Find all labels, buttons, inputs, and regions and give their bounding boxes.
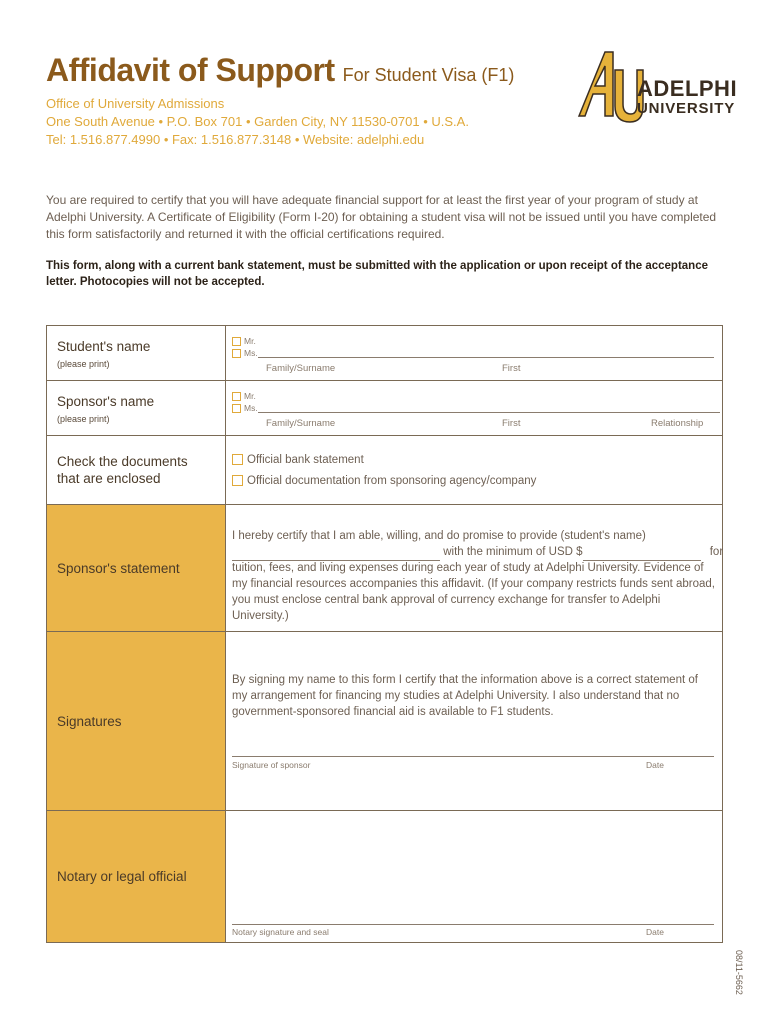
statement-line1: I hereby certify that I am able, willing, and do promise to provide (student's name) (232, 530, 646, 542)
form-code: 08/11-5662 (734, 950, 744, 995)
student-name-fields (226, 326, 722, 380)
statement-body: tuition, fees, and living expenses during each year of study at Adelphi University. Evidence of my financial resources accompanies this affidavit. (If your company restricts funds sent abroad, you must enclose central bank approval of currency exchange for transfer to Adelphi University.) (232, 562, 716, 622)
checkbox-icon[interactable] (232, 404, 241, 413)
logo-name-line2: UNIVERSITY (637, 100, 736, 117)
for-text: for (709, 546, 724, 558)
adelphi-logo (575, 48, 750, 128)
notary-label: Notary or legal official (57, 869, 187, 884)
sponsor-signature-label: Signature of sponsor (232, 760, 311, 770)
student-name-label: Student's name (57, 339, 151, 354)
student-name-row (47, 326, 722, 381)
checkbox-icon[interactable] (232, 337, 241, 346)
sponsor-label-cell (47, 381, 226, 435)
checkbox-icon[interactable] (232, 392, 241, 401)
student-name-input-line[interactable] (258, 357, 714, 358)
usd-amount-blank[interactable] (583, 544, 701, 561)
documents-label-cell (47, 436, 226, 504)
office-name: Office of University Admissions (46, 96, 225, 111)
checkbox-icon[interactable] (232, 475, 243, 486)
notary-date-label: Date (646, 927, 664, 937)
notary-label-cell (47, 811, 226, 942)
student-mr-label: Mr. (244, 336, 256, 346)
student-mr-option[interactable] (232, 336, 256, 346)
documents-options (226, 436, 722, 504)
bank-statement-option[interactable] (232, 452, 364, 468)
agency-docs-option[interactable] (232, 473, 536, 489)
sponsor-statement-row (47, 505, 722, 632)
agency-docs-label: Official documentation from sponsoring agency/company (247, 475, 537, 487)
statement-label-cell (47, 505, 226, 631)
sponsor-family-label: Family/Surname (266, 418, 336, 429)
student-first-label: First (502, 363, 521, 374)
student-label-cell (47, 326, 226, 380)
usd-minimum-text: with the minimum of USD $ (443, 546, 583, 558)
student-ms-option[interactable] (232, 348, 258, 358)
statement-line2 (232, 544, 724, 561)
sponsor-name-hint: (please print) (57, 414, 110, 424)
sponsor-date-label: Date (646, 760, 664, 770)
student-family-label: Family/Surname (266, 363, 336, 374)
signatures-text: By signing my name to this form I certify that the information above is a correct statement of my arrangement for financing my studies at Adelphi University. I also understand that no government-sponsored financial aid is available to F1 students. (232, 674, 698, 718)
notary-signature-label: Notary signature and seal (232, 927, 329, 937)
sponsor-name-label: Sponsor's name (57, 394, 155, 409)
au-monogram-icon (575, 48, 645, 128)
student-name-blank[interactable] (232, 544, 440, 561)
student-ms-label: Ms. (244, 348, 258, 358)
notary-row (47, 811, 722, 942)
checkbox-icon[interactable] (232, 454, 243, 465)
title-text: Affidavit of Support (46, 52, 335, 88)
sponsor-ms-label: Ms. (244, 403, 258, 413)
affidavit-form (46, 325, 723, 943)
signatures-label-cell (47, 632, 226, 810)
sponsor-mr-label: Mr. (244, 391, 256, 401)
checkbox-icon[interactable] (232, 349, 241, 358)
student-name-hint: (please print) (57, 359, 110, 369)
sponsor-relationship-label: Relationship (651, 418, 704, 429)
sponsor-name-row (47, 381, 722, 436)
statement-content (226, 505, 722, 631)
sponsor-first-label: First (502, 418, 521, 429)
submission-notice: This form, along with a current bank statement, must be submitted with the application or upon receipt of the acceptance letter. Photocopies will not be accepted. (46, 260, 708, 288)
sponsor-ms-option[interactable] (232, 403, 258, 413)
sponsor-statement-label: Sponsor's statement (57, 561, 180, 576)
signatures-label: Signatures (57, 714, 122, 729)
office-address: One South Avenue • P.O. Box 701 • Garden City, NY 11530-0701 • U.S.A. (46, 114, 469, 129)
sponsor-signature-line[interactable] (232, 756, 714, 757)
documents-label-line1: Check the documents (57, 454, 188, 469)
bank-statement-label: Official bank statement (247, 454, 364, 466)
notary-content (226, 811, 722, 942)
sponsor-name-fields (226, 381, 722, 435)
signatures-content (226, 632, 722, 810)
notary-signature-line[interactable] (232, 924, 714, 925)
office-phone: Tel: 1.516.877.4990 • Fax: 1.516.877.3148 • Website: adelphi.edu (46, 132, 425, 147)
signatures-row (47, 632, 722, 811)
documents-label-line2: that are enclosed (57, 471, 161, 486)
logo-name-line1: ADELPHI (637, 76, 738, 101)
page-subtitle: For Student Visa (F1) (342, 65, 515, 85)
intro-paragraph: You are required to certify that you will have adequate financial support for at least the first year of your program of study at Adelphi University. A Certificate of Eligibility (Form I-20) for obtaining a student visa will not be issued until you have completed this form satisfactorily and returned it with the official certifications required. (46, 193, 717, 241)
sponsor-mr-option[interactable] (232, 391, 256, 401)
documents-row (47, 436, 722, 505)
sponsor-name-input-line[interactable] (258, 412, 720, 413)
